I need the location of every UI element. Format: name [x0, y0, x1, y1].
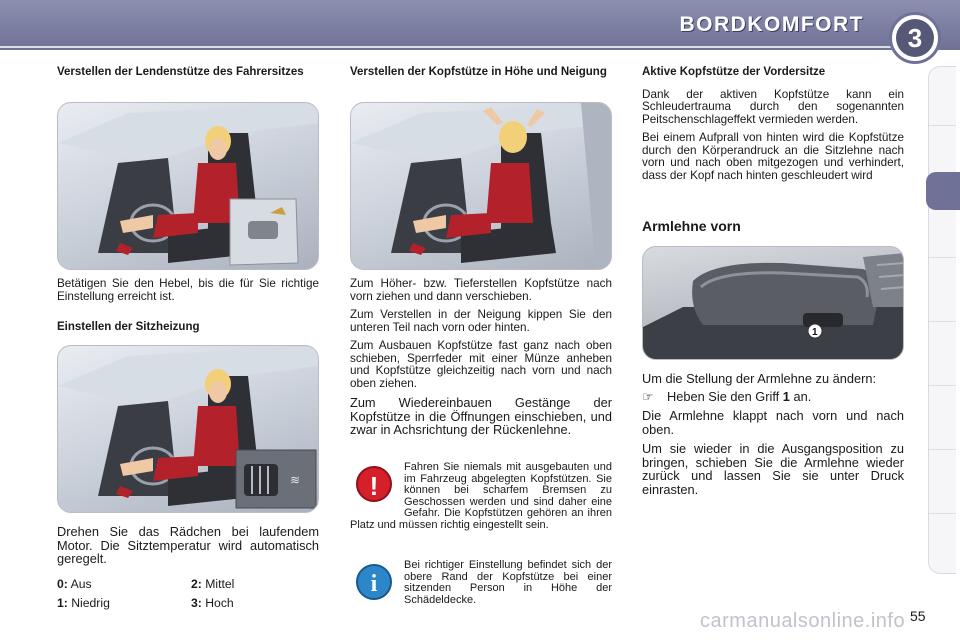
level-key: 2:	[191, 577, 202, 591]
text-armrest-intro: Um die Stellung der Armlehne zu ändern:	[642, 371, 877, 386]
heading-headrest-adjust: Verstellen der Kopfstütze in Höhe und Neigung	[350, 66, 607, 78]
chapter-tabs	[928, 66, 956, 574]
svg-text:≋: ≋	[290, 473, 301, 487]
column-headrest	[350, 66, 612, 443]
chapter-badge	[889, 12, 941, 64]
headrest-seat-drawing	[351, 103, 612, 270]
heating-seat-drawing	[58, 346, 319, 513]
hand-pointer-icon: ☞	[642, 388, 654, 404]
watermark: carmanualsonline.info	[700, 610, 906, 632]
level-label: Niedrig	[71, 596, 110, 610]
warning-note	[350, 462, 612, 532]
level-key: 3:	[191, 596, 202, 610]
bullet-text: Heben Sie den Griff	[667, 388, 780, 404]
heading-seat-heating: Einstellen der Sitzheizung	[57, 321, 200, 333]
illustration-armrest	[642, 246, 904, 360]
armrest-drawing	[643, 247, 904, 360]
page-number: 55	[910, 608, 926, 624]
text-headrest-refit: Zum Wiedereinbauen Gestänge der Kopfstütze in die Öffnungen einschieben, und zwar in Achsrichtung der Rückenlehne.	[350, 395, 612, 437]
info-icon: i	[356, 564, 392, 600]
heading-lumbar-support: Verstellen der Lendenstütze des Fahrersitzes	[57, 66, 304, 78]
lumbar-seat-drawing	[58, 103, 319, 270]
level-key: 1:	[57, 596, 68, 610]
text-headrest-tilt: Zum Verstellen in der Neigung kippen Sie den unteren Teil nach vorn oder hinten.	[350, 308, 612, 334]
text-seat-heating: Drehen Sie das Rädchen bei laufendem Motor. Die Sitztemperatur wird automatisch geregelt.	[57, 524, 319, 566]
level-label: Aus	[70, 577, 92, 591]
page-title: BORDKOMFORT	[679, 13, 864, 36]
text-headrest-removal: Zum Ausbauen Kopfstütze fast ganz nach oben schieben, Sperrfeder mit einer Münze anheben und Kopfstütze gleichzeitig nach vorn und nach oben ziehen.	[350, 339, 612, 390]
chapter-number: 3	[896, 19, 934, 57]
heading-active-headrest: Aktive Kopfstütze der Vordersitze	[642, 66, 826, 78]
text-lumbar-support: Betätigen Sie den Hebel, bis die für Sie richtige Einstellung erreicht ist.	[57, 277, 319, 303]
armrest-bullet	[642, 390, 904, 404]
level-label: Mittel	[205, 577, 235, 591]
text-headrest-height: Zum Höher- bzw. Tieferstellen Kopfstütze nach vorn ziehen und dann verschieben.	[350, 277, 612, 303]
bullet-suffix: an.	[793, 388, 812, 404]
chapter-tab-active[interactable]	[926, 172, 960, 210]
illustration-headrest	[350, 102, 612, 270]
column-lumbar-and-heating	[57, 66, 319, 572]
text-armrest-return: Um sie wieder in die Ausgangsposition zu bringen, schieben Sie die Armlehne wieder zurück und lassen Sie sie unter Druck einrasten.	[642, 441, 904, 497]
text-active-headrest-1: Dank der aktiven Kopfstütze kann ein Schleudertrauma durch den sogenannten Peitschenschlageffekt vermieden werden.	[642, 87, 904, 126]
heading-armrest: Armlehne vorn	[642, 218, 741, 234]
text-active-headrest-2: Bei einem Aufprall von hinten wird die Kopfstütze durch den Körperandruck an die Sitzlehne nach vorn und nach oben mitgezogen und verhindert, dass der Kopf nach hinten geschleudert wird	[642, 131, 904, 182]
header-divider	[0, 46, 900, 48]
text-armrest-fold: Die Armlehne klappt nach vorn und nach oben.	[642, 408, 904, 437]
warning-text: Fahren Sie niemals mit ausgebauten und im Fahrzeug abgelegten Kopfstützen. Sie können bei scharfem Bremsen zu Geschossen werden und sind daher eine Gefahr. Die Kopfstützen gehören an ihren Platz und müssen richtig eingestellt sein.	[350, 461, 612, 531]
level-label: Hoch	[205, 596, 234, 610]
illustration-lumbar-support	[57, 102, 319, 270]
armrest-callout: 1	[812, 327, 818, 338]
info-note: Bei richtiger Einstellung befindet sich der obere Rand der Kopfstütze bei einer sitzenden Person in Höhe der Schädeldecke.	[404, 559, 612, 606]
level-key: 0:	[57, 577, 68, 591]
bullet-number: 1	[782, 388, 790, 404]
warning-icon: !	[356, 466, 392, 502]
column-active-headrest-armrest	[642, 66, 904, 502]
illustration-seat-heating	[57, 345, 319, 513]
